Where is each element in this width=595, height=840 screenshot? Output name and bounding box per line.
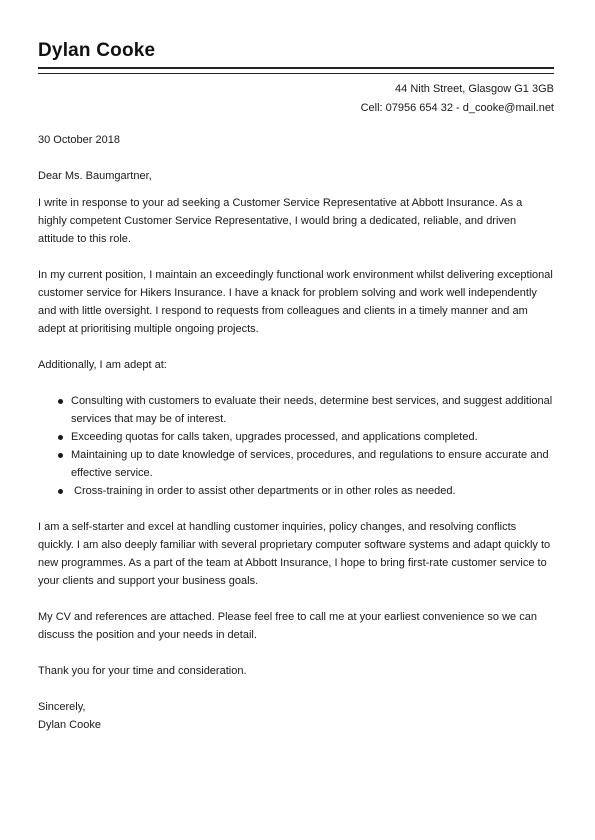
sender-name: Dylan Cooke	[38, 40, 156, 61]
signature-name: Dylan Cooke	[38, 719, 101, 731]
sender-address: 44 Nith Street, Glasgow G1 3GB	[395, 83, 554, 95]
bullet-icon	[58, 435, 63, 440]
bullet-icon	[58, 399, 63, 404]
bullet-icon	[58, 489, 63, 494]
bullet-icon	[58, 453, 63, 458]
paragraph-1: I write in response to your ad seeking a Customer Service Representative at Abbott Insurance. As a highly competent Customer Service Representative, I would bring a dedicated, reliable, and driven attitude to this role.	[38, 197, 523, 245]
salutation: Dear Ms. Baumgartner,	[38, 170, 152, 182]
list-item-text: Consulting with customers to evaluate their needs, determine best services, and suggest additional services that may be of interest.	[71, 395, 553, 425]
list-intro: Additionally, I am adept at:	[38, 359, 167, 371]
list-item-text: Exceeding quotas for calls taken, upgrades processed, and applications completed.	[71, 431, 478, 443]
list-item-text: Maintaining up to date knowledge of services, procedures, and regulations to ensure accurate and effective service.	[71, 449, 549, 479]
letter-body	[38, 131, 554, 734]
list-item	[71, 392, 554, 428]
list-item	[71, 428, 554, 446]
paragraph-2: In my current position, I maintain an exceedingly functional work environment whilst delivering exceptional customer service for Hikers Insurance. I have a knack for problem solving and work well independently and with little oversight. I respond to requests from colleagues and clients in a timely manner and am adept at prioritising multiple ongoing projects.	[38, 269, 553, 335]
sign-off: Sincerely,	[38, 701, 86, 713]
letter-date: 30 October 2018	[38, 134, 120, 146]
list-item-text: Cross-training in order to assist other departments or in other roles as needed.	[71, 485, 456, 497]
list-item	[71, 446, 554, 482]
paragraph-5: Thank you for your time and consideration.	[38, 665, 247, 677]
paragraph-4: My CV and references are attached. Please feel free to call me at your earliest convenience so we can discuss the position and your needs in detail.	[38, 611, 537, 641]
paragraph-3: I am a self-starter and excel at handling customer inquiries, policy changes, and resolving conflicts quickly. I am also deeply familiar with several proprietary computer software systems and adapt quickly to new programmes. As a part of the team at Abbott Insurance, I hope to bring first-rate customer service to your clients and support your business goals.	[38, 521, 551, 587]
header-rule-thick	[38, 67, 554, 69]
skills-list	[38, 392, 554, 500]
header-rule-thin	[38, 73, 554, 74]
list-item	[71, 482, 554, 500]
sender-contact-line: Cell: 07956 654 32 - d_cooke@mail.net	[360, 102, 554, 114]
contact-block	[361, 80, 554, 118]
